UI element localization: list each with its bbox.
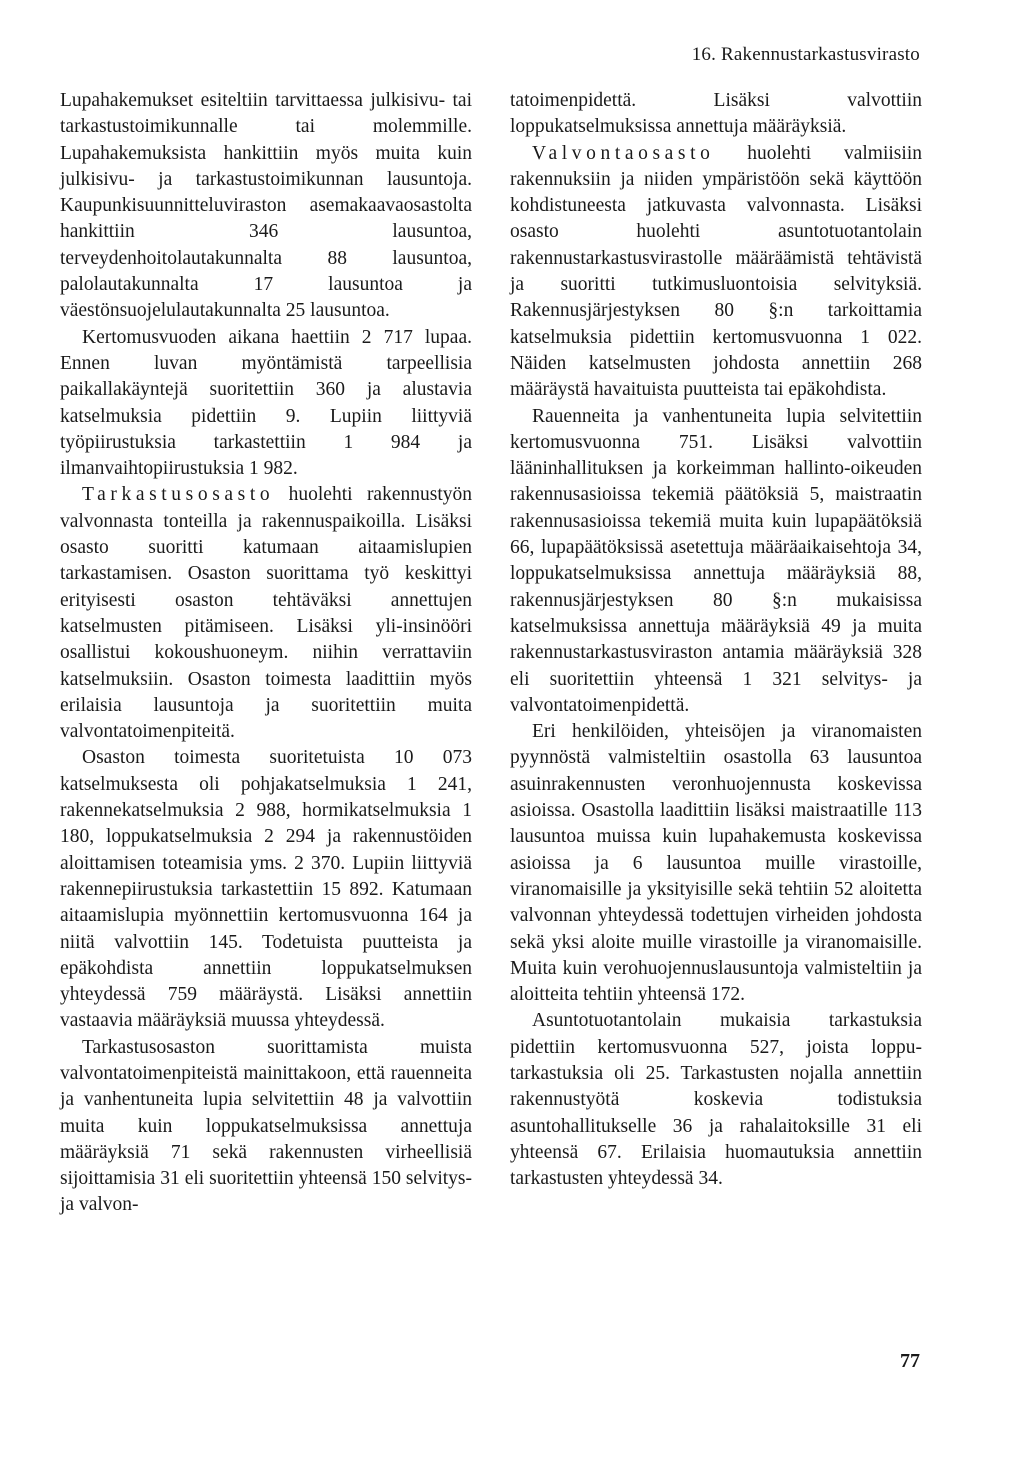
paragraph-body: huolehti valmiisiin rakennuksiin ja niiden ympäristöön sekä käyttöön kohdistuneesta jatkuvasta valvonnasta. Lisäksi osasto huolehti asuntotuotantolain rakennustarkastusvirastolle määräämistä tehtävistä ja suoritti tutkimusluontoisia selvityksiä. Rakennusjärjestyksen 80 §:n tarkoittamia katselmuksia pidettiin kertomusvuonna 1 022. Näiden katselmusten johdosta annettiin 268 määräystä havaituista puutteista tai epäkohdista. <box>510 142 922 401</box>
paragraph-body: huolehti rakennustyön valvonnasta tonteilla ja rakennuspaikoilla. Lisäksi osasto suoritti katumaan aitaamislupien tarkastamisen. Osaston suorittama työ keskittyi erityisesti osaston tehtäväksi annettujen katselmusten pitämiseen. Lisäksi yli-insinööri osallistui kokoushuoneym. niihin verrattaviin katselmuksiin. Osaston toimesta laadittiin myös erilaisia lausuntoja ja suoritettiin muita valvontatoimenpiteitä. <box>60 484 472 743</box>
paragraph: Asuntotuotantolain mukaisia tarkastuksia pidettiin kertomusvuonna 527, joista lopputarkastuksia oli 25. Tarkastusten nojalla annettiin rakennustyötä koskevia todistuksia asuntohallitukselle 36 ja rahalaitoksille 31 eli yhteensä 67. Erilaisia huomautuksia annettiin tarkastusten yhteydessä 34. <box>510 1010 922 1190</box>
running-head: 16. Rakennustarkastusvirasto <box>691 44 920 65</box>
paragraph: Rauenneita ja vanhentuneita lupia selvitettiin kertomusvuonna 751. Lisäksi valvottiin lääninhallituksen ja korkeimman hallinto-oikeuden rakennusasioissa tekemiä päätöksiä 5, maistraatin rakennusasioissa tekemiä muita kuin lupapäätöksiä 66, lupapäätöksissä asetettuja määräaikaisehtoja 34, loppukatselmuksissa annettuja määräyksiä 88, rakennusjärjestyksen 80 §:n mukaisissa katselmuksissa annettuja määräyksiä 49 ja muita rakennustarkastusviraston antamia määräyksiä 328 eli suoritettiin yhteensä 1 321 selvitys- ja valvontatoimenpidettä. <box>510 405 922 716</box>
paragraph: Kertomusvuoden aikana haettiin 2 717 lupaa. Ennen luvan myöntämistä tarpeellisia paikallakäyntejä suoritettiin 360 ja alustavia katselmuksia pidettiin 9. Lupiin liittyviä työpiirustuksia tarkastettiin 1 984 ja ilmanvaihtopiirustuksia 1 982. <box>60 326 472 480</box>
paragraph <box>60 482 472 745</box>
section-lead: Valvontaosasto <box>532 142 715 164</box>
paragraph: Osaston toimesta suoritetuista 10 073 katselmuksesta oli pohjakatselmuksia 1 241, rakennekatselmuksia 2 988, hormikatselmuksia 1 180, loppukatselmuksia 2 294 ja rakennustöiden aloittamisen toteamisia yms. 2 370. Lupiin liittyviä rakennepiirustuksia tarkastettiin 15 892. Katumaan aitaamislupia myönnettiin kertomusvuonna 164 ja niitä valvottiin 145. Todetuista puutteista ja epäkohdista annettiin loppukatselmuksen yhteydessä 759 määräystä. Lisäksi annettiin vastaavia määräyksiä muussa yhteydessä. <box>60 747 472 1032</box>
paragraph <box>510 141 922 404</box>
paragraph: Eri henkilöiden, yhteisöjen ja viranomaisten pyynnöstä valmisteltiin osastolla 63 lausuntoa asuinrakennusten veronhuojennusta koskevissa asioissa. Osastolla laadittiin lisäksi maistraatille 113 lausuntoa muissa kuin lupahakemusta koskevissa asioissa ja 6 lausuntoa muille virastoille, viranomaisille ja yksityisille sekä tehtiin 52 aloitetta valvonnan yhteydessä todettujen virheiden johdosta sekä yksi aloite muille virastoille ja viranomaisille. Muita kuin verohuojennuslausuntoja valmisteltiin ja aloitteita tehtiin yhteensä 172. <box>510 721 922 1006</box>
paragraph: tatoimenpidettä. Lisäksi valvottiin loppukatselmuksissa annettuja määräyksiä. <box>510 90 922 138</box>
page-number: 77 <box>900 1350 920 1372</box>
left-column <box>60 88 472 1219</box>
section-lead: Tarkastusosasto <box>82 484 275 506</box>
paragraph: Tarkastusosaston suorittamista muista valvontatoimenpiteistä mainittakoon, että rauenneita ja vanhentuneita lupia selvitettiin 48 ja valvottiin muita kuin loppukatselmuksissa annettuja määräyksiä 71 sekä rakennusten virheellisiä sijoittamisia 31 eli suoritettiin yhteensä 150 selvitys- ja valvon- <box>60 1036 472 1216</box>
right-column <box>510 88 922 1192</box>
paragraph: Lupahakemukset esiteltiin tarvittaessa julkisivu- tai tarkastustoimikunnalle tai molemmille. Lupahakemuksista hankittiin myös muita kuin julkisivu- ja tarkastustoimikunnan lausuntoja. Kaupunkisuunnitteluviraston asemakaavaosastolta hankittiin 346 lausuntoa, terveydenhoitolautakunnalta 88 lausuntoa, palolautakunnalta 17 lausuntoa ja väestönsuojelulautakunnalta 25 lausuntoa. <box>60 90 472 322</box>
